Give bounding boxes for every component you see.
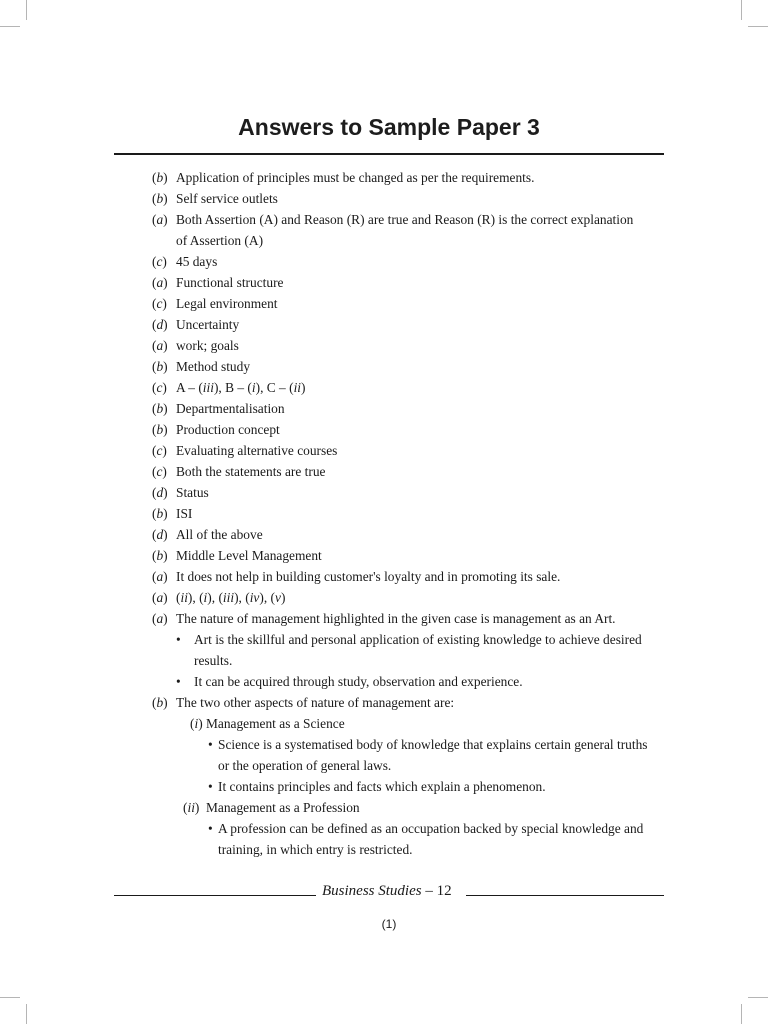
answer-option: (b) <box>152 170 168 185</box>
answer-text: It does not help in building customer's loyalty and in promoting its sale. <box>176 569 561 584</box>
answer-text: All of the above <box>176 527 263 542</box>
answer-option: (b) <box>152 191 168 206</box>
answer-option: (b) <box>152 548 168 563</box>
answer-option: (a) <box>152 275 168 290</box>
answer-option: (b) <box>152 506 168 521</box>
answer-text: Departmentalisation <box>176 401 285 416</box>
bullet-icon: • <box>208 737 213 752</box>
answer-text: A – (iii), B – (i), C – (ii) <box>176 380 306 395</box>
footer-rule-left <box>114 895 316 896</box>
answer-text: Uncertainty <box>176 317 240 332</box>
bullet-icon: • <box>176 674 181 689</box>
answer-option: (b) <box>152 401 168 416</box>
answer-text: Method study <box>176 359 251 374</box>
answer-text: Functional structure <box>176 275 284 290</box>
answer-text: Both Assertion (A) and Reason (R) are true and Reason (R) is the correct explanation <box>176 212 634 227</box>
crop-mark <box>748 997 768 998</box>
bullet-icon: • <box>176 632 181 647</box>
answer-text: work; goals <box>176 338 239 353</box>
answer-option: (b) <box>152 359 168 374</box>
crop-mark <box>741 1004 742 1024</box>
answer-text: Evaluating alternative courses <box>176 443 338 458</box>
answer-text: Self service outlets <box>176 191 278 206</box>
answer-text: The nature of management highlighted in the given case is management as an Art. <box>176 611 616 626</box>
crop-mark <box>26 1004 27 1024</box>
footer-running-head: Business Studies – 12 <box>322 883 452 899</box>
answer-option: (c) <box>152 254 167 269</box>
answer-option: (c) <box>152 464 167 479</box>
answer-option: (c) <box>152 296 167 311</box>
answer-text: ISI <box>176 506 193 521</box>
crop-mark <box>26 0 27 20</box>
footer-rule-right <box>466 895 664 896</box>
bullet-icon: • <box>208 821 213 836</box>
answer-option: (a) <box>152 590 168 605</box>
title-divider <box>114 153 664 155</box>
answer-text: Middle Level Management <box>176 548 322 563</box>
page-title: Answers to Sample Paper 3 <box>238 114 540 140</box>
answer-option: (d) <box>152 527 168 542</box>
answer-option: (a) <box>152 212 168 227</box>
crop-mark <box>0 26 20 27</box>
crop-mark <box>0 997 20 998</box>
answer-option: (a) <box>152 611 168 626</box>
crop-mark <box>741 0 742 20</box>
bullet-icon: • <box>208 779 213 794</box>
answer-text: Status <box>176 485 209 500</box>
answer-option: (b) <box>152 422 168 437</box>
answer-option: (c) <box>152 380 167 395</box>
answer-option: (d) <box>152 485 168 500</box>
answer-text: 45 days <box>176 254 218 269</box>
answer-option: (a) <box>152 569 168 584</box>
answer-text: Both the statements are true <box>176 464 326 479</box>
answer-option: (c) <box>152 443 167 458</box>
answer-option: (a) <box>152 338 168 353</box>
page-number: (1) <box>381 917 397 931</box>
answer-text: Production concept <box>176 422 280 437</box>
crop-mark <box>748 26 768 27</box>
answer-text: Legal environment <box>176 296 278 311</box>
answer-option: (d) <box>152 317 168 332</box>
answer-text: Application of principles must be changed as per the requirements. <box>176 170 535 185</box>
answer-text: (ii), (i), (iii), (iv), (v) <box>176 590 286 605</box>
